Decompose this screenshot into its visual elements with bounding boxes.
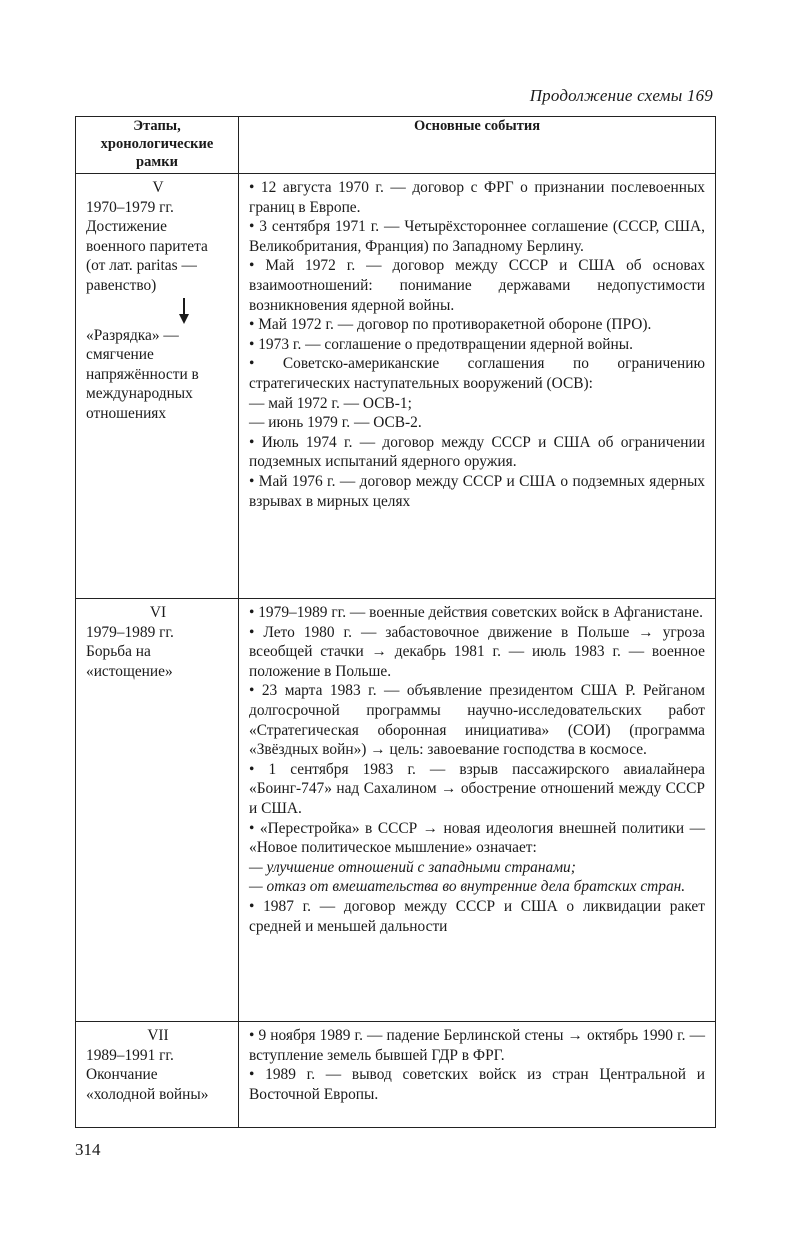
event-item: • 1 сентября 1983 г. — взрыв пассажирского авиалайнера «Боинг-747» над Сахалином → обострение отношений между СССР и США.: [249, 760, 705, 817]
event-item: • Май 1976 г. — договор между СССР и США о подземных ядерных взрывах в мирных целях: [249, 472, 705, 510]
table-row: [76, 1022, 716, 1128]
event-item: • Советско-американские соглашения по ограничению стратегических наступательных вооружений (ОСВ):: [249, 355, 705, 392]
event-item: • 1987 г. — договор между СССР и США о ликвидации ракет средней и меньшей дальности: [249, 897, 705, 935]
stage-cell: [76, 599, 239, 1022]
event-item: • 3 сентября 1971 г. — Четырёхстороннее соглашение (СССР, США, Великобритания, Франция) по Западному Берлину.: [249, 218, 705, 255]
stage-years: 1970–1979 гг.: [86, 198, 174, 216]
page-number: 314: [75, 1140, 101, 1159]
event-item: • Май 1972 г. — договор по противоракетной обороне (ПРО).: [249, 316, 652, 334]
stage-title: Борьба на «истощение»: [86, 643, 173, 680]
table-header-row: [76, 117, 716, 174]
event-item: • 1989 г. — вывод советских войск из стран Центральной и Восточной Европы.: [249, 1066, 705, 1103]
event-item: • 1973 г. — соглашение о предотвращении ядерной войны.: [249, 335, 633, 353]
table-row: [76, 599, 716, 1022]
stage-roman-numeral: V: [152, 179, 164, 196]
event-item: • 12 августа 1970 г. — договор с ФРГ о признании послевоенных границ в Европе.: [249, 179, 705, 216]
stage-roman-numeral: VII: [147, 1027, 169, 1044]
event-subitem: — улучшение отношений с западными странами;: [249, 858, 576, 876]
stage-cell: [76, 1022, 239, 1128]
stage-title-secondary: «Разрядка» — смягчение напряжённости в международных отношениях: [86, 326, 199, 422]
column-header-stages: Этапы, хронологические рамки: [76, 117, 239, 174]
event-item: • 23 марта 1983 г. — объявление президентом США Р. Рейганом долгосрочной программы научно-исследовательских работ «Стратегическая оборонная инициатива» (СОИ) (программа «Звёздных войн») → цель: завоевание господства в космосе.: [249, 682, 705, 759]
scheme-table: [75, 116, 716, 1128]
arrow-down-icon: [178, 298, 190, 324]
stage-roman-numeral: VI: [149, 604, 167, 621]
stage-years: 1989–1991 гг.: [86, 1046, 174, 1064]
event-item: • 1979–1989 гг. — военные действия советских войск в Афганистане.: [249, 604, 703, 621]
table-row: [76, 174, 716, 599]
event-item: • 9 ноября 1989 г. — падение Берлинской стены → октябрь 1990 г. — вступление земель бывшей ГДР в ФРГ.: [249, 1027, 705, 1064]
event-item: • Лето 1980 г. — забастовочное движение в Польше → угроза всеобщей стачки → декабрь 1981 г. — июль 1983 г. — военное положение в Польше.: [249, 623, 705, 680]
continuation-caption: Продолжение схемы 169: [529, 86, 713, 105]
event-item: • «Перестройка» в СССР → новая идеология внешней политики — «Новое политическое мышление» означает:: [249, 819, 705, 857]
events-cell: [239, 174, 716, 599]
stage-years: 1979–1989 гг.: [86, 623, 174, 641]
column-header-events: Основные события: [239, 117, 716, 174]
stage-title: Окончание «холодной войны»: [86, 1066, 209, 1103]
event-subitem: — отказ от вмешательства во внутренние дела братских стран.: [249, 878, 686, 896]
event-item: • Июль 1974 г. — договор между СССР и США об ограничении подземных испытаний ядерного оружия.: [249, 433, 705, 471]
stage-title: Достижение военного паритета (от лат. paritas — равенство): [86, 218, 208, 294]
event-subitem: — июнь 1979 г. — ОСВ-2.: [249, 414, 422, 432]
event-subitem: — май 1972 г. — ОСВ-1;: [249, 394, 412, 412]
stage-cell: [76, 174, 239, 599]
events-cell: [239, 1022, 716, 1128]
events-cell: [239, 599, 716, 1022]
event-item: • Май 1972 г. — договор между СССР и США об основах взаимоотношений: понимание державами недопустимости возникновения ядерной войны.: [249, 257, 705, 314]
